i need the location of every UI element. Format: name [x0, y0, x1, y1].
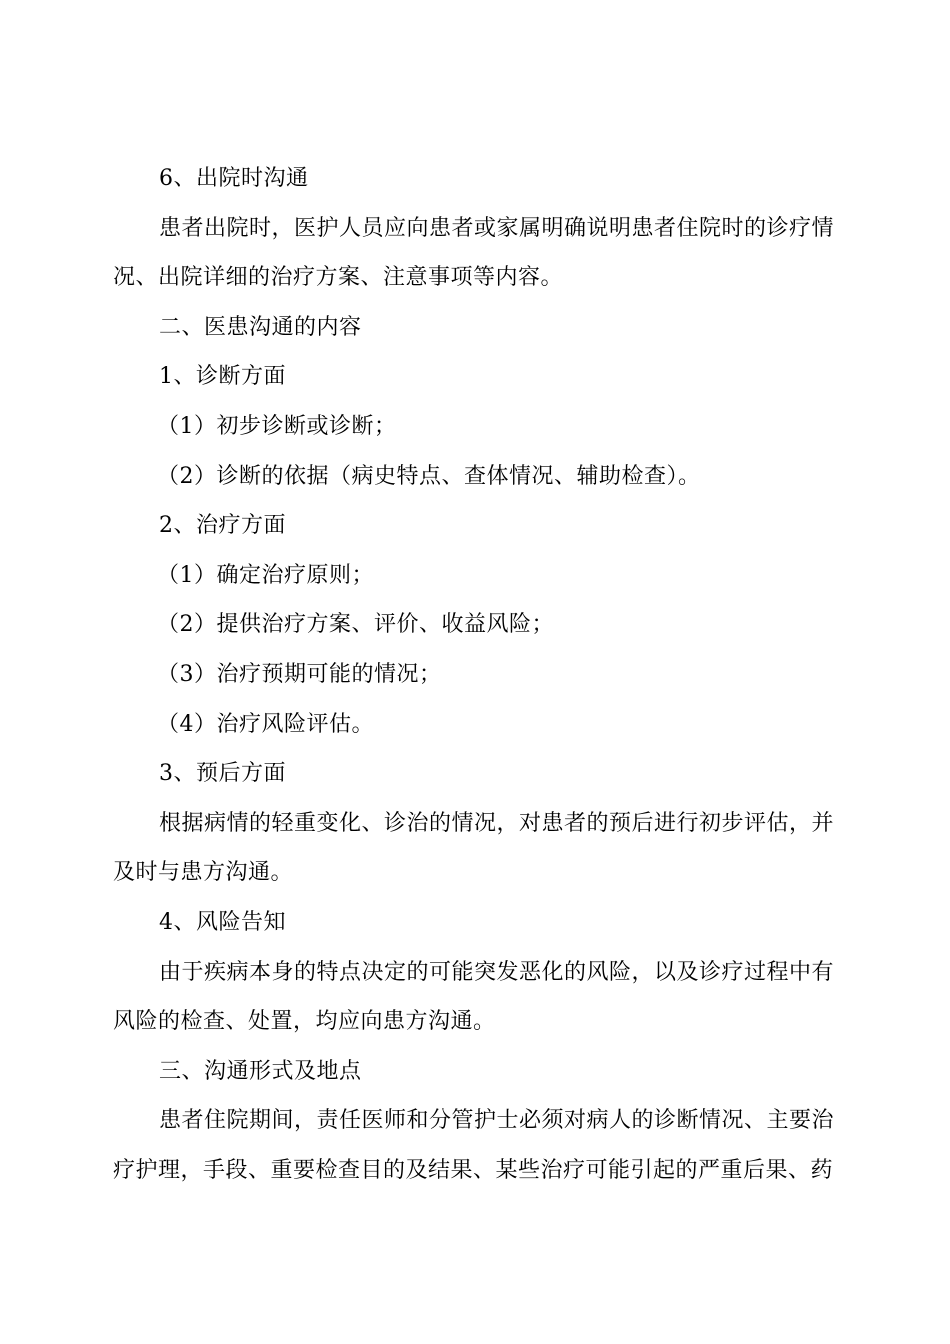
- list-item: （3）治疗预期可能的情况；: [157, 661, 442, 687]
- section-heading: 三、沟通形式及地点: [159, 1058, 362, 1084]
- section-heading: 3、预后方面: [159, 761, 286, 787]
- list-item: （2）诊断的依据（病史特点、查体情况、辅助检查）。: [157, 463, 701, 489]
- paragraph-line: 况、出院详细的治疗方案、注意事项等内容。: [113, 265, 564, 291]
- section-heading: 2、治疗方面: [159, 513, 286, 539]
- section-heading: 4、风险告知: [159, 909, 286, 935]
- paragraph-line: 风险的检查、处置，均应向患方沟通。: [113, 1009, 496, 1035]
- paragraph-line: 根据病情的轻重变化、诊治的情况，对患者的预后进行初步评估，并: [159, 810, 835, 836]
- section-heading: 6、出院时沟通: [159, 166, 309, 191]
- list-item: （2）提供治疗方案、评价、收益风险；: [157, 612, 554, 638]
- paragraph-line: 患者住院期间，责任医师和分管护士必须对病人的诊断情况、主要治: [159, 1108, 835, 1134]
- list-item: （1）确定治疗原则；: [157, 562, 374, 588]
- paragraph-line: 患者出院时，医护人员应向患者或家属明确说明患者住院时的诊疗情: [159, 215, 835, 241]
- list-item: （4）治疗风险评估。: [157, 711, 374, 737]
- paragraph-line: 由于疾病本身的特点决定的可能突发恶化的风险，以及诊疗过程中有: [159, 959, 835, 985]
- section-heading: 二、医患沟通的内容: [159, 314, 362, 340]
- paragraph-line: 疗护理，手段、重要检查目的及结果、某些治疗可能引起的严重后果、药: [113, 1157, 834, 1183]
- list-item: （1）初步诊断或诊断；: [157, 413, 397, 439]
- document-body: [113, 154, 833, 1195]
- section-heading: 1、诊断方面: [159, 364, 286, 390]
- paragraph-line: 及时与患方沟通。: [113, 860, 294, 886]
